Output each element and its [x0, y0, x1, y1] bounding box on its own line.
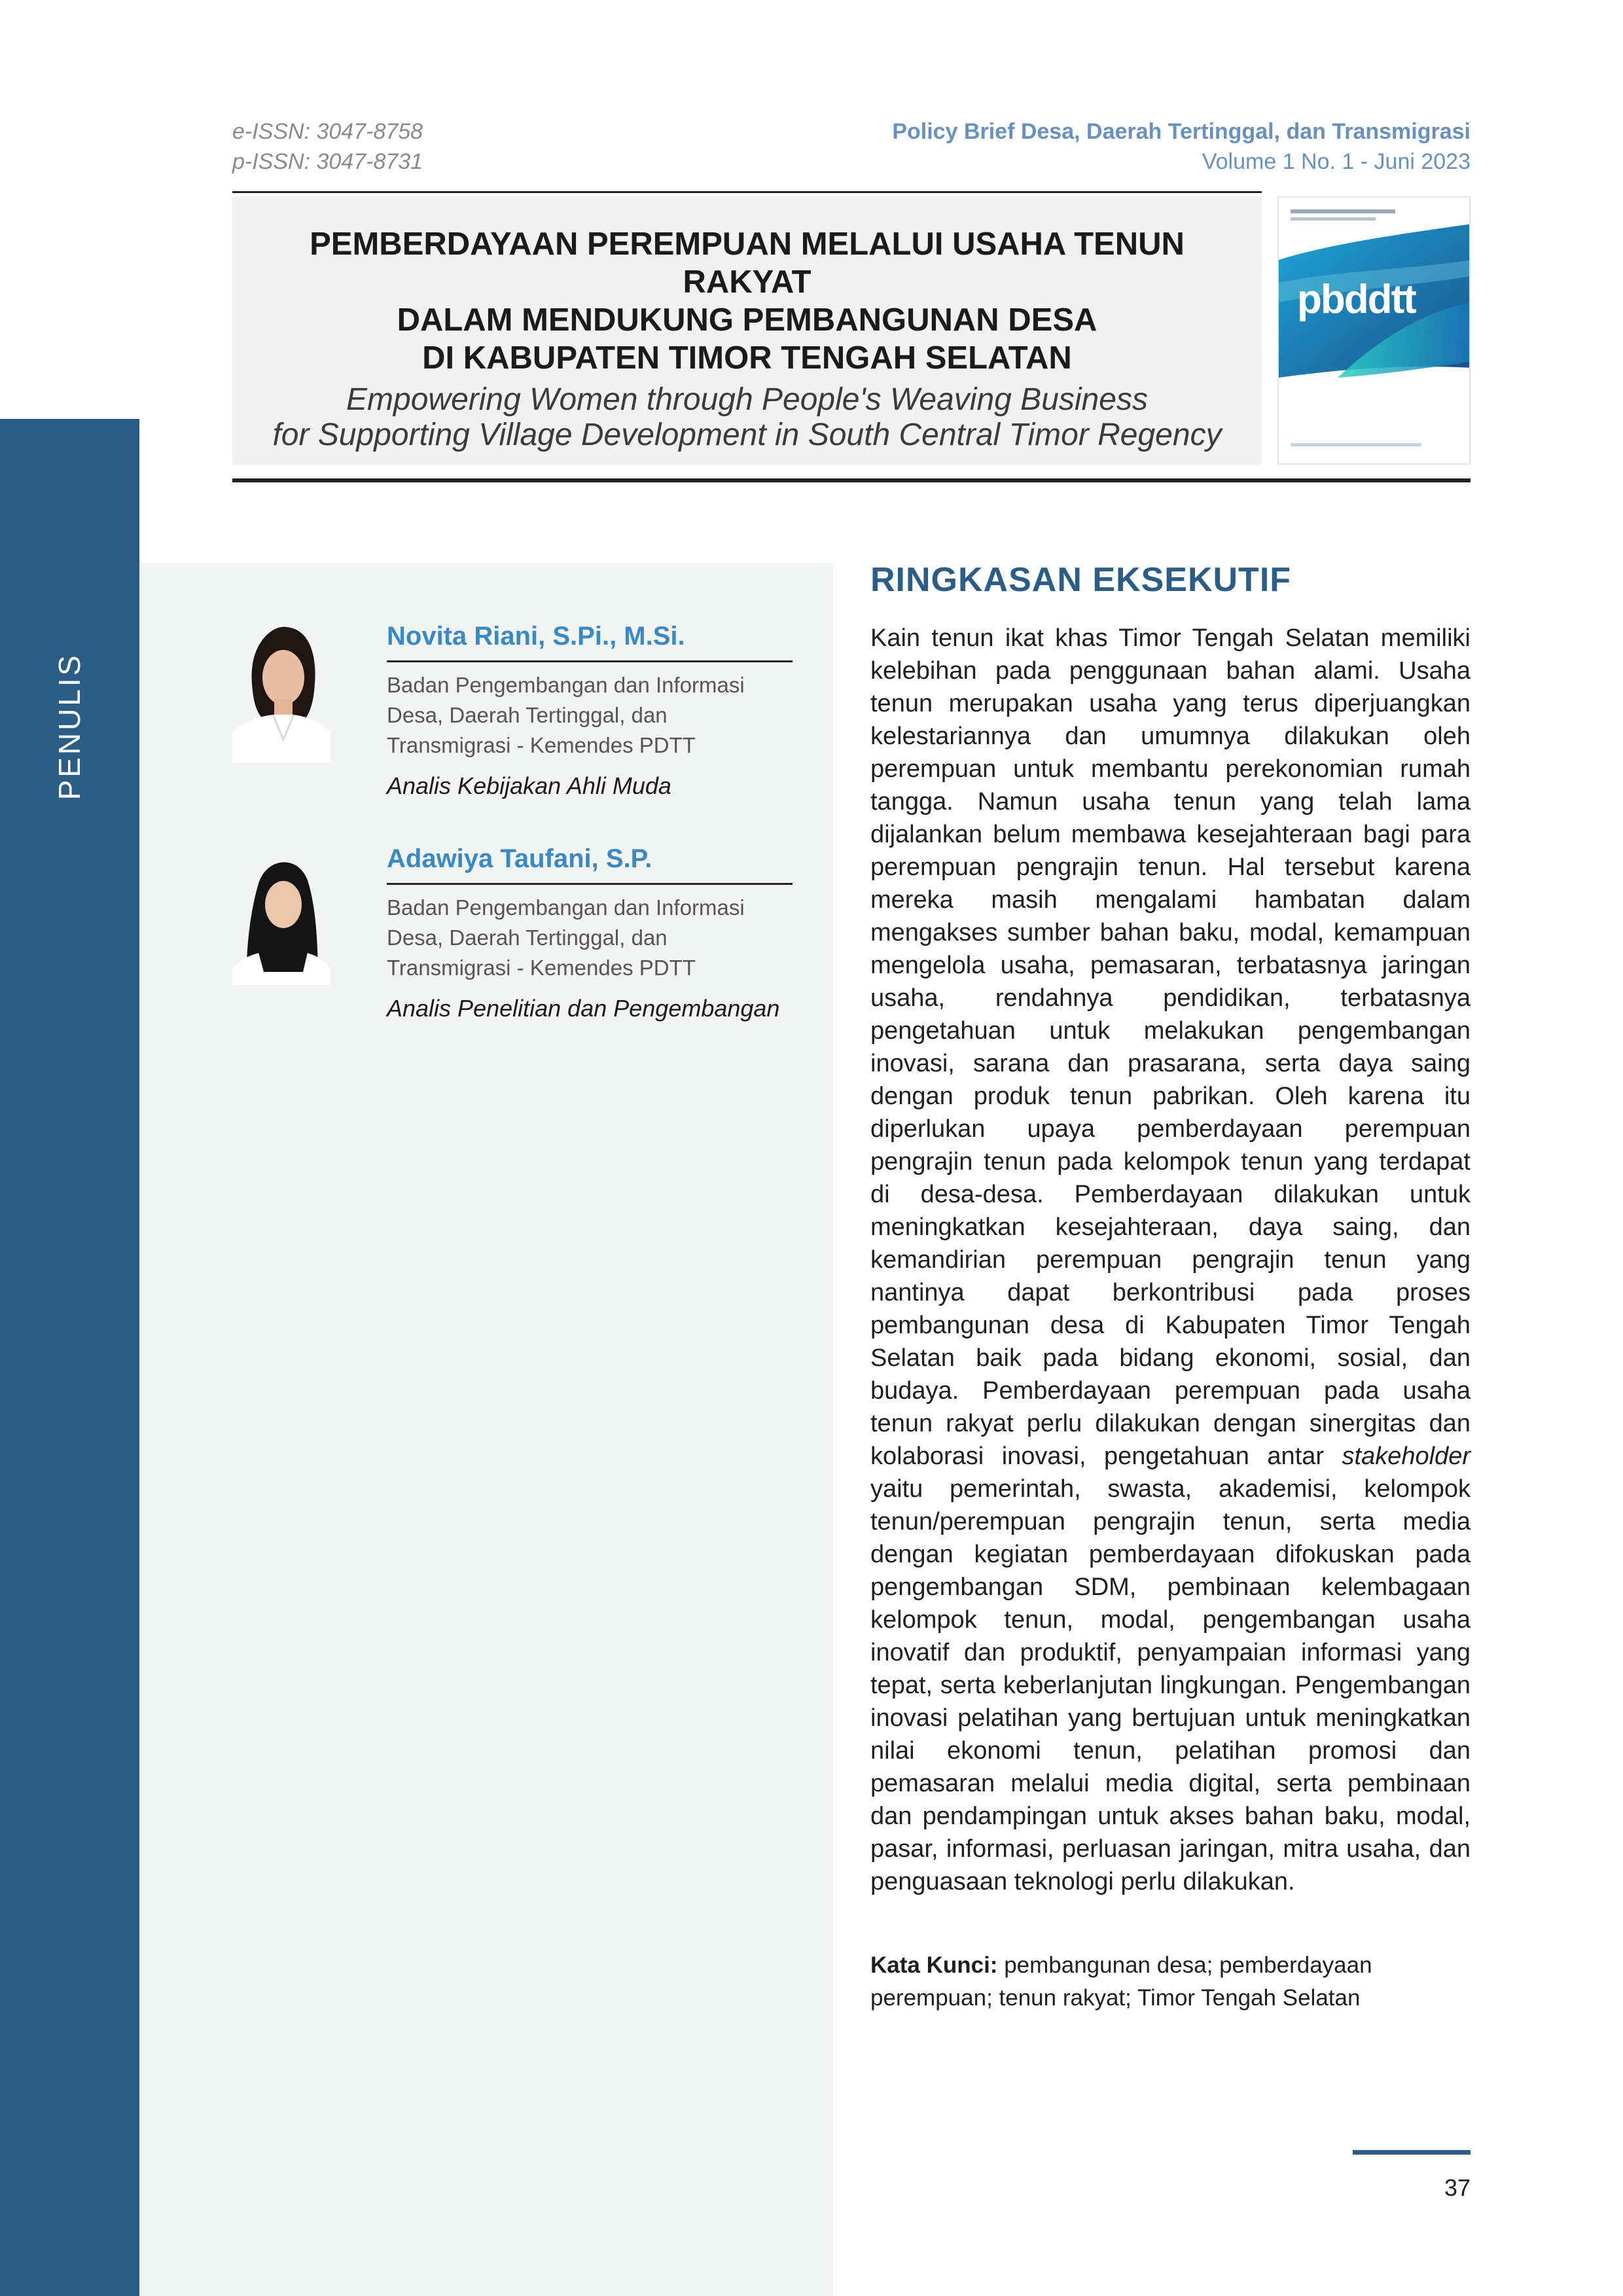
author-name-2: Adawiya Taufani, S.P.: [387, 844, 793, 885]
journal-cover-thumbnail: [1277, 196, 1471, 465]
title-en-line-1: Empowering Women through People's Weaving Business: [346, 382, 1148, 417]
author-photo-1: [232, 622, 330, 762]
journal-volume: Volume 1 No. 1 - Juni 2023: [1202, 149, 1471, 174]
author-2-affil-line-2: Desa, Daerah Tertinggal, dan: [387, 925, 668, 950]
e-issn: e-ISSN: 3047-8758: [232, 119, 423, 144]
header-rule: [232, 191, 1262, 193]
author-card-2: [232, 844, 795, 1041]
keywords: [870, 1949, 1471, 2015]
keywords-label: Kata Kunci:: [870, 1952, 998, 1978]
author-photo-2: [232, 844, 330, 985]
page-number: 37: [1444, 2174, 1471, 2201]
sidebar-corner: [0, 419, 139, 569]
p-issn: p-ISSN: 3047-8731: [232, 149, 423, 174]
author-card-1: [232, 622, 795, 818]
title-id-line-1: PEMBERDAYAAN PEREMPUAN MELALUI USAHA TENUN RAKYAT: [310, 226, 1185, 300]
issn-block: [232, 117, 423, 177]
summary-text-italic: stakeholder: [1342, 1443, 1471, 1470]
author-affiliation-1: [387, 670, 793, 761]
author-1-affil-line-2: Desa, Daerah Tertinggal, dan: [387, 703, 668, 727]
author-2-affil-line-1: Badan Pengembangan dan Informasi: [387, 895, 745, 920]
author-1-affil-line-1: Badan Pengembangan dan Informasi: [387, 673, 745, 697]
title-english: [245, 382, 1249, 453]
keywords-value: pembangunan desa; pemberdayaan perempuan; tenun rakyat; Timor Tengah Selatan: [870, 1952, 1372, 2011]
author-name-1: Novita Riani, S.Pi., M.Si.: [387, 622, 793, 662]
title-en-line-2: for Supporting Village Development in South Central Timor Regency: [272, 418, 1222, 452]
author-role-1: Analis Kebijakan Ahli Muda: [387, 772, 671, 799]
sidebar-label: PENULIS: [52, 653, 86, 800]
author-affiliation-2: [387, 893, 793, 983]
title-box: [232, 196, 1262, 465]
journal-title: Policy Brief Desa, Daerah Tertinggal, dan Transmigrasi: [892, 119, 1471, 144]
cover-footer-line: [1291, 443, 1421, 446]
summary-text-part-1: Kain tenun ikat khas Timor Tengah Selatan memiliki kelebihan pada penggunaan bahan alami. Usaha tenun merupakan usaha yang terus diperjuangkan kelestariannya dan umumnya dilakukan oleh perempuan untuk membantu perekonomian rumah tangga. Namun usaha tenun yang telah lama dijalankan belum membawa kesejahteraan bagi para perempuan pengrajin tenun. Hal tersebut karena mereka masih mengalami hambatan dalam mengakses sumber bahan baku, modal, kemampuan mengelola usaha, pemasaran, terbatasnya jaringan usaha, rendahnya pendidikan, terbatasnya pengetahuan untuk melakukan pengembangan inovasi, sarana dan prasarana, serta daya saing dengan produk tenun pabrikan. Oleh karena itu diperlukan upaya pemberdayaan perempuan pengrajin tenun pada kelompok tenun yang terdapat di desa-desa. Pemberdayaan dilakukan untuk meningkatkan kesejahteraan, daya saing, dan kemandirian perempuan pengrajin tenun yang nantinya dapat berkontribusi pada proses pembangunan desa di Kabupaten Timor Tengah Selatan baik pada bidang ekonomi, sosial, dan budaya. Pemberdayaan perempuan pada usaha tenun rakyat perlu dilakukan dengan sinergitas dan kolaborasi inovasi, pengetahuan antar: [870, 624, 1471, 1470]
title-id-line-2: DALAM MENDUKUNG PEMBANGUNAN DESA: [397, 302, 1097, 338]
title-id-line-3: DI KABUPATEN TIMOR TENGAH SELATAN: [422, 340, 1072, 376]
author-role-2: Analis Penelitian dan Pengembangan: [387, 995, 780, 1022]
page-number-bar: [1353, 2150, 1471, 2155]
author-2-affil-line-3: Transmigrasi - Kemendes PDTT: [387, 956, 696, 980]
author-1-affil-line-3: Transmigrasi - Kemendes PDTT: [387, 733, 696, 757]
executive-summary-heading: RINGKASAN EKSEKUTIF: [870, 561, 1292, 599]
title-indonesian: [245, 225, 1249, 377]
journal-block: [892, 117, 1471, 177]
executive-summary-body: [870, 622, 1471, 1898]
cover-wave-graphic: [1279, 198, 1471, 465]
author-panel: [139, 563, 833, 2296]
cover-brand: pbddtt: [1297, 277, 1416, 322]
summary-text-part-2: yaitu pemerintah, swasta, akademisi, kelompok tenun/perempuan pengrajin tenun, serta media dengan kegiatan pemberdayaan difokuskan pada pengembangan SDM, pembinaan kelembagaan kelompok tenun, modal, pengembangan usaha inovatif dan produktif, penyampaian informasi yang tepat, serta keberlanjutan lingkungan. Pengembangan inovasi pelatihan yang bertujuan untuk meningkatkan nilai ekonomi tenun, pelatihan promosi dan pemasaran melalui media digital, serta pembinaan dan pendampingan untuk akses bahan baku, modal, pasar, informasi, perluasan jaringan, mitra usaha, dan penguasaan teknologi perlu dilakukan.: [870, 1475, 1471, 1895]
title-rule: [232, 478, 1471, 482]
